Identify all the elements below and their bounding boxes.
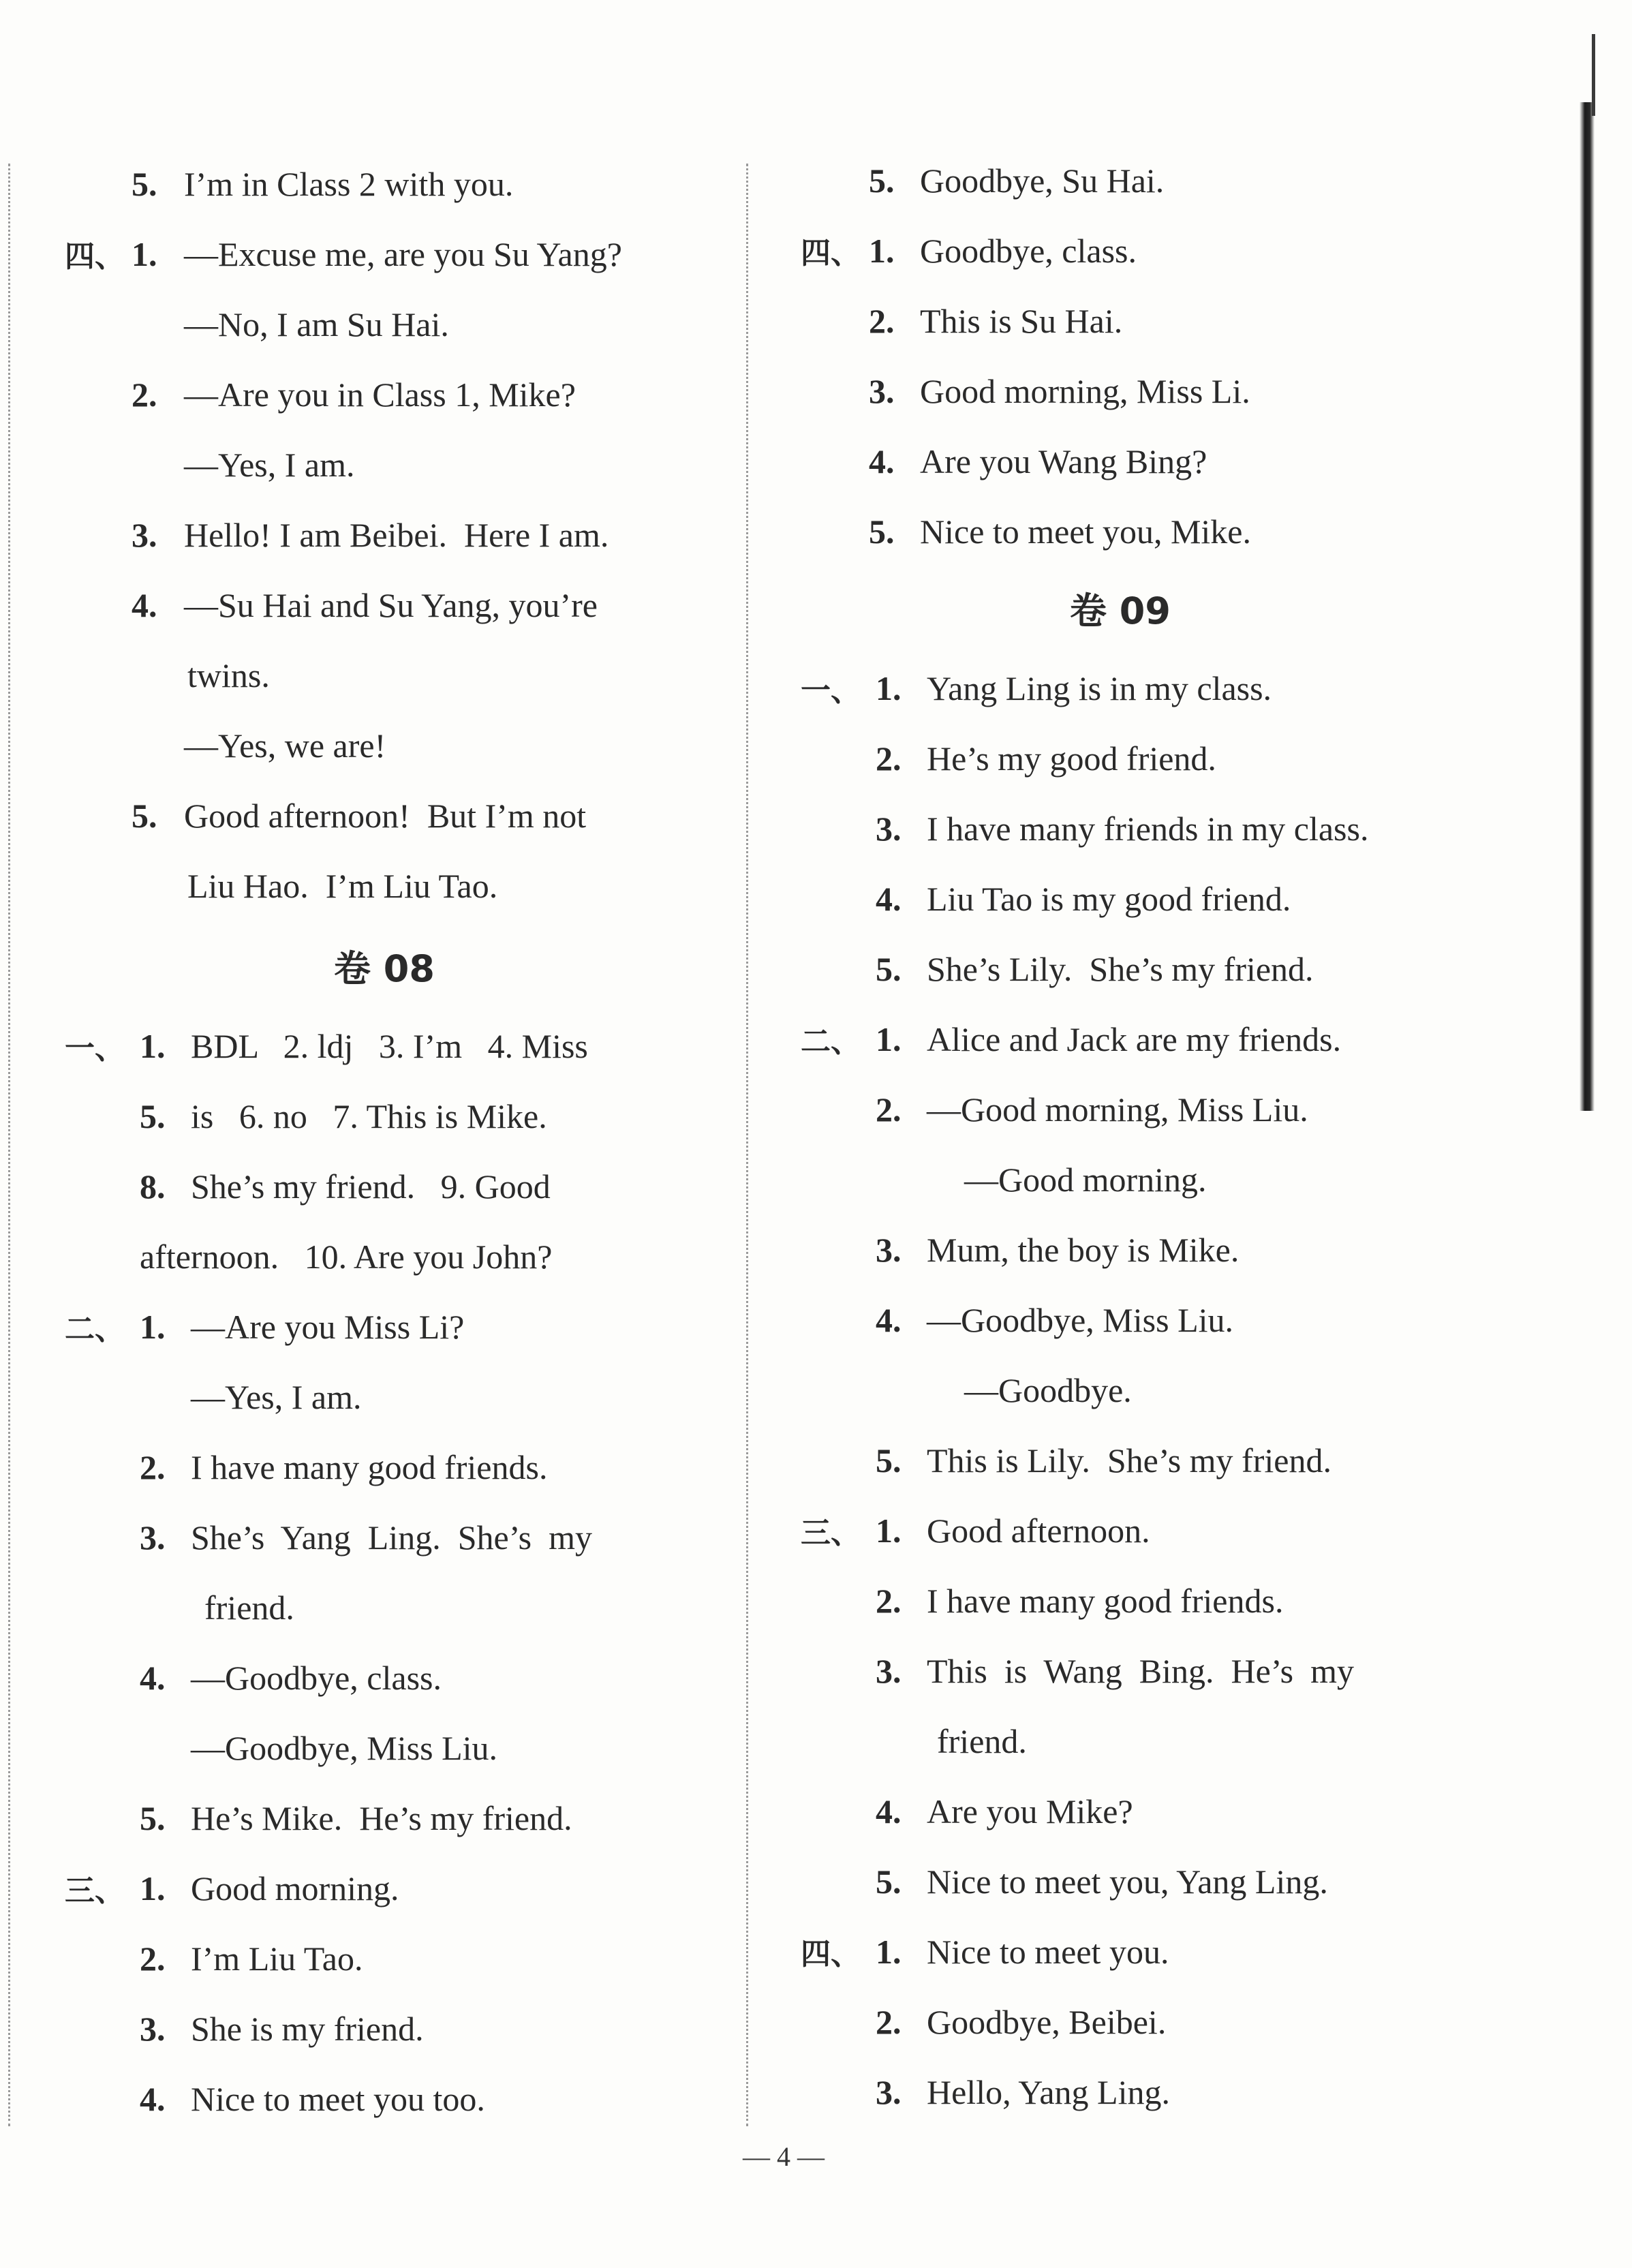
- answer-text: She is my friend.: [191, 2010, 424, 2048]
- section-marker: 四、: [65, 239, 125, 274]
- answer-text: She’s my friend. 9. Good: [191, 1167, 551, 1206]
- answer-text: Hello! I am Beibei. Here I am.: [184, 516, 609, 554]
- section-marker: 二、: [801, 1024, 861, 1059]
- item-number: 3.: [132, 516, 157, 554]
- item-number: 5.: [869, 512, 895, 551]
- answer-text: I have many good friends.: [927, 1582, 1284, 1620]
- section-marker: 四、: [801, 236, 861, 271]
- answer-text: Yang Ling is in my class.: [927, 669, 1272, 707]
- answer-text: —Yes, I am.: [191, 1378, 362, 1416]
- item-number: 1.: [876, 1933, 902, 1971]
- item-number: 4.: [876, 1301, 902, 1339]
- answer-text: Good morning, Miss Li.: [920, 372, 1250, 410]
- section-marker: 一、: [801, 673, 861, 708]
- item-number: 3.: [869, 372, 895, 410]
- item-number: 4.: [869, 442, 895, 480]
- scan-edge-shadow: [1580, 102, 1595, 1111]
- item-number: 1.: [869, 232, 895, 270]
- answer-text: Nice to meet you too.: [191, 2080, 485, 2118]
- answer-text: —Goodbye, Miss Liu.: [927, 1301, 1233, 1339]
- answer-text: Good morning.: [191, 1869, 399, 1907]
- answer-text: —Goodbye, class.: [191, 1659, 442, 1697]
- item-number: 5.: [132, 797, 157, 835]
- section-marker: 四、: [801, 1937, 861, 1972]
- answer-text: He’s my good friend.: [927, 739, 1216, 778]
- answer-text: is 6. no 7. This is Mike.: [191, 1097, 547, 1135]
- item-number: 1.: [876, 1020, 902, 1058]
- item-number: 1.: [140, 1027, 166, 1065]
- item-number: 4.: [140, 2080, 166, 2118]
- section-marker: 三、: [801, 1516, 861, 1550]
- item-number: 3.: [140, 2010, 166, 2048]
- item-number: 2.: [876, 1582, 902, 1620]
- answer-text: Liu Hao. I’m Liu Tao.: [187, 867, 498, 905]
- item-number: 5.: [876, 1441, 902, 1480]
- answer-text: friend.: [204, 1589, 294, 1627]
- scan-edge-mark: [1592, 34, 1595, 116]
- answer-text: Nice to meet you.: [927, 1933, 1169, 1971]
- item-number: 5.: [869, 162, 895, 200]
- answer-text: Goodbye, Su Hai.: [920, 162, 1165, 200]
- section-marker: 一、: [65, 1031, 125, 1066]
- answer-text: I have many good friends.: [191, 1448, 548, 1486]
- answer-text: Mum, the boy is Mike.: [927, 1231, 1240, 1269]
- answer-text: —Goodbye.: [964, 1371, 1132, 1409]
- answer-text: She’s Yang Ling. She’s my: [191, 1518, 592, 1557]
- item-number: 5.: [140, 1799, 166, 1837]
- test-heading: 卷 09: [1070, 589, 1171, 632]
- item-number: 5.: [140, 1097, 166, 1135]
- answer-text: This is Lily. She’s my friend.: [927, 1441, 1331, 1480]
- answer-text: Are you Wang Bing?: [920, 442, 1207, 480]
- answer-text: Good afternoon.: [927, 1512, 1150, 1550]
- answer-text: I’m Liu Tao.: [191, 1940, 363, 1978]
- answer-text: Good afternoon! But I’m not: [184, 797, 587, 835]
- item-number: 4.: [132, 586, 157, 624]
- answer-text: —Good morning.: [964, 1161, 1207, 1199]
- item-number: 8.: [140, 1167, 166, 1206]
- item-number: 1.: [876, 1512, 902, 1550]
- answer-text: He’s Mike. He’s my friend.: [191, 1799, 572, 1837]
- answer-text: —Yes, we are!: [184, 726, 386, 765]
- item-number: 3.: [876, 810, 902, 848]
- answer-text: Nice to meet you, Mike.: [920, 512, 1251, 551]
- answer-text: twins.: [187, 656, 270, 694]
- answer-text: —Yes, I am.: [184, 446, 355, 484]
- item-number: 2.: [876, 739, 902, 778]
- answer-text: —Goodbye, Miss Liu.: [191, 1729, 497, 1767]
- item-number: 2.: [876, 2003, 902, 2041]
- item-number: 4.: [140, 1659, 166, 1697]
- answer-text: I have many friends in my class.: [927, 810, 1369, 848]
- item-number: 2.: [140, 1940, 166, 1978]
- item-number: 3.: [140, 1518, 166, 1557]
- item-number: 4.: [876, 1792, 902, 1830]
- item-number: 1.: [140, 1308, 166, 1346]
- item-number: 2.: [140, 1448, 166, 1486]
- answer-text: Liu Tao is my good friend.: [927, 880, 1291, 918]
- section-marker: 二、: [65, 1312, 125, 1347]
- answer-text: —Excuse me, are you Su Yang?: [184, 235, 622, 273]
- answer-text: —Good morning, Miss Liu.: [927, 1090, 1308, 1129]
- answer-text: —Su Hai and Su Yang, you’re: [184, 586, 598, 624]
- item-number: 5.: [876, 1863, 902, 1901]
- answer-text: Hello, Yang Ling.: [927, 2073, 1170, 2111]
- answer-text: —No, I am Su Hai.: [184, 305, 449, 343]
- item-number: 3.: [876, 1231, 902, 1269]
- answer-text: Are you Mike?: [927, 1792, 1133, 1830]
- column-divider-center: [746, 164, 748, 2126]
- item-number: 3.: [876, 2073, 902, 2111]
- answer-text: I’m in Class 2 with you.: [184, 165, 514, 203]
- item-number: 1.: [876, 669, 902, 707]
- answer-text: friend.: [937, 1722, 1027, 1760]
- item-number: 4.: [876, 880, 902, 918]
- answer-text: —Are you in Class 1, Mike?: [184, 376, 576, 414]
- item-number: 5.: [132, 165, 157, 203]
- answer-text: BDL 2. ldj 3. I’m 4. Miss: [191, 1027, 588, 1065]
- answer-text: Alice and Jack are my friends.: [927, 1020, 1342, 1058]
- item-number: 5.: [876, 950, 902, 988]
- item-number: 2.: [869, 302, 895, 340]
- answer-text: This is Su Hai.: [920, 302, 1123, 340]
- section-marker: 三、: [65, 1873, 125, 1908]
- answer-text: Goodbye, class.: [920, 232, 1137, 270]
- item-number: 2.: [132, 376, 157, 414]
- test-heading: 卷 08: [334, 947, 435, 990]
- page-number: — 4 —: [743, 2141, 825, 2172]
- answer-text: —Are you Miss Li?: [191, 1308, 465, 1346]
- item-number: 1.: [140, 1869, 166, 1907]
- item-number: 2.: [876, 1090, 902, 1129]
- answer-text: afternoon. 10. Are you John?: [140, 1238, 553, 1276]
- item-number: 3.: [876, 1652, 902, 1690]
- answer-text: She’s Lily. She’s my friend.: [927, 950, 1314, 988]
- answer-text: Goodbye, Beibei.: [927, 2003, 1167, 2041]
- item-number: 1.: [132, 235, 157, 273]
- answer-text: This is Wang Bing. He’s my: [927, 1652, 1355, 1690]
- answer-text: Nice to meet you, Yang Ling.: [927, 1863, 1328, 1901]
- column-divider-left: [8, 164, 10, 2126]
